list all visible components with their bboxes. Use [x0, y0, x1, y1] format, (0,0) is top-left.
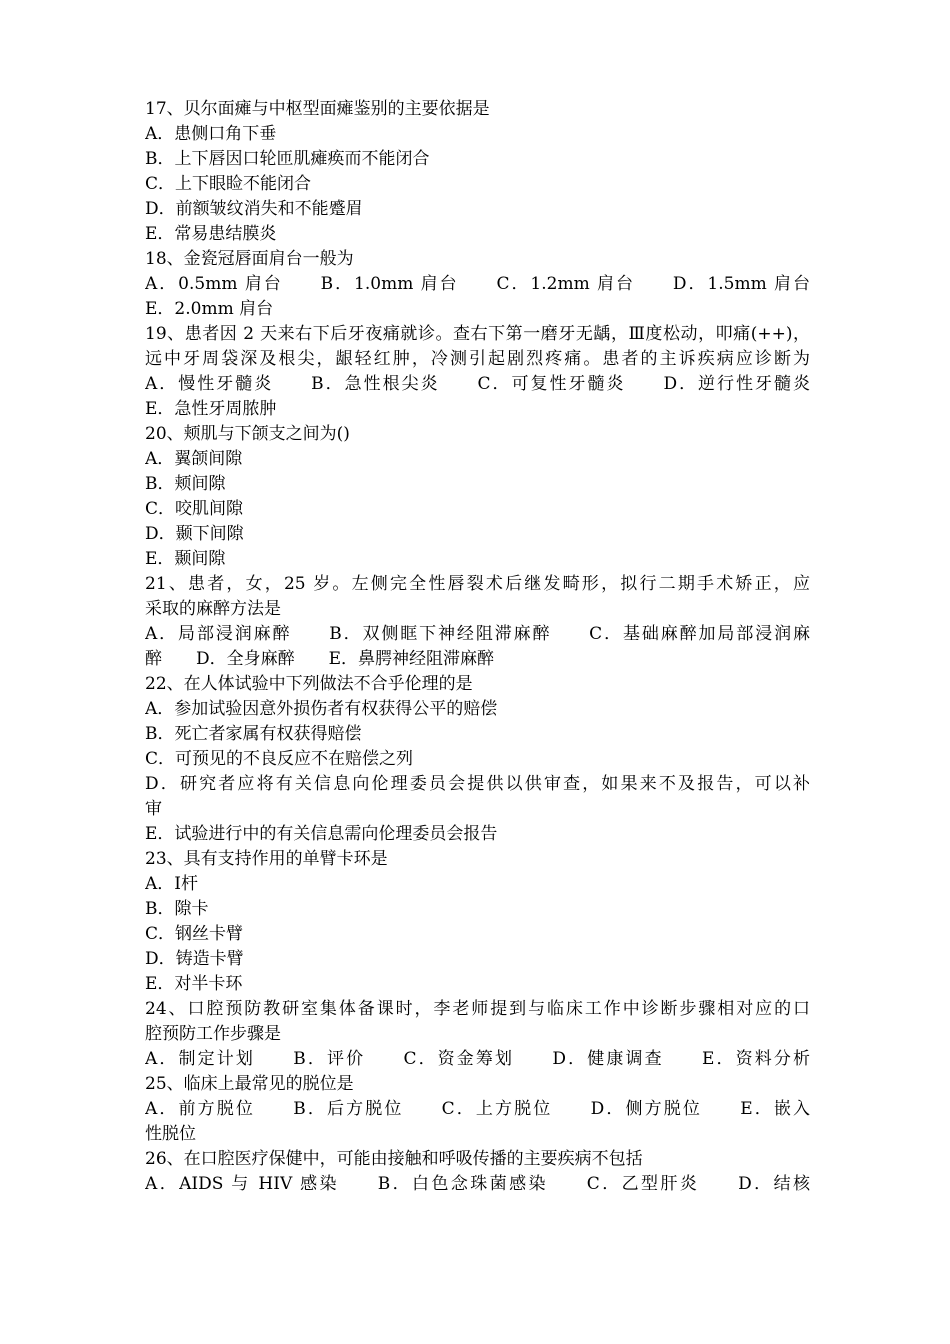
option-line: E．颞间隙	[145, 549, 226, 569]
option-line: D．颞下间隙	[145, 524, 244, 544]
question-22-stem: 22、在人体试验中下列做法不合乎伦理的是	[145, 674, 473, 694]
option-line: D．研究者应将有关信息向伦理委员会提供以供审查，如果来不及报告，可以补	[145, 774, 810, 794]
option-line: D．前额皱纹消失和不能蹙眉	[145, 199, 363, 219]
option-line: A．0.5mm 肩台 B．1.0mm 肩台 C．1.2mm 肩台 D．1.5mm 肩台	[145, 274, 810, 294]
option-line: A．患侧口角下垂	[145, 124, 277, 144]
option-line: 性脱位	[145, 1124, 196, 1144]
question-24-stem-cont: 腔预防工作步骤是	[145, 1024, 281, 1044]
document-page	[145, 97, 810, 1197]
option-line: D．铸造卡臂	[145, 949, 244, 969]
question-20-stem: 20、颊肌与下颌支之间为()	[145, 424, 350, 444]
question-21-stem: 21、患者，女，25 岁。左侧完全性唇裂术后继发畸形，拟行二期手术矫正，应	[145, 574, 810, 594]
option-line: A．制定计划 B．评价 C．资金筹划 D．健康调查 E．资料分析	[145, 1049, 810, 1069]
option-line: E．2.0mm 肩台	[145, 299, 274, 319]
option-line: A．AIDS 与 HIV 感染 B．白色念珠菌感染 C．乙型肝炎 D．结核	[145, 1174, 810, 1194]
option-line: B．上下唇因口轮匝肌瘫痪而不能闭合	[145, 149, 430, 169]
option-line: E．对半卡环	[145, 974, 243, 994]
option-line: A．前方脱位 B．后方脱位 C．上方脱位 D．侧方脱位 E．嵌入	[145, 1099, 810, 1119]
option-line: B．死亡者家属有权获得赔偿	[145, 724, 362, 744]
question-21-stem-cont: 采取的麻醉方法是	[145, 599, 281, 619]
option-line: A．翼颌间隙	[145, 449, 243, 469]
option-line: C．钢丝卡臂	[145, 924, 244, 944]
option-line: E．试验进行中的有关信息需向伦理委员会报告	[145, 824, 498, 844]
option-line: E．常易患结膜炎	[145, 224, 277, 244]
question-26-stem: 26、在口腔医疗保健中，可能由接触和呼吸传播的主要疾病不包括	[145, 1149, 643, 1169]
question-18-stem: 18、金瓷冠唇面肩台一般为	[145, 249, 354, 269]
option-line: 醉 D．全身麻醉 E．鼻腭神经阻滞麻醉	[145, 649, 495, 669]
option-line: C．可预见的不良反应不在赔偿之列	[145, 749, 414, 769]
option-line: A．Ⅰ杆	[145, 874, 198, 894]
option-line: B．隙卡	[145, 899, 209, 919]
option-line: A．参加试验因意外损伤者有权获得公平的赔偿	[145, 699, 498, 719]
question-19-stem-cont: 远中牙周袋深及根尖，龈轻红肿，冷测引起剧烈疼痛。患者的主诉疾病应诊断为	[145, 349, 810, 369]
option-line: C．咬肌间隙	[145, 499, 244, 519]
option-line: A．局部浸润麻醉 B．双侧眶下神经阻滞麻醉 C．基础麻醉加局部浸润麻	[145, 624, 810, 644]
option-line: C．上下眼睑不能闭合	[145, 174, 312, 194]
option-line: 审	[145, 799, 162, 819]
question-19-stem: 19、患者因 2 天来右下后牙夜痛就诊。查右下第一磨牙无龋，Ⅲ度松动，叩痛(++)，	[145, 324, 810, 344]
option-line: E．急性牙周脓肿	[145, 399, 277, 419]
question-17-stem: 17、贝尔面瘫与中枢型面瘫鉴别的主要依据是	[145, 99, 490, 119]
question-25-stem: 25、临床上最常见的脱位是	[145, 1074, 354, 1094]
question-23-stem: 23、具有支持作用的单臂卡环是	[145, 849, 388, 869]
option-line: B．颊间隙	[145, 474, 226, 494]
option-line: A．慢性牙髓炎 B．急性根尖炎 C．可复性牙髓炎 D．逆行性牙髓炎	[145, 374, 810, 394]
question-24-stem: 24、口腔预防教研室集体备课时，李老师提到与临床工作中诊断步骤相对应的口	[145, 999, 810, 1019]
